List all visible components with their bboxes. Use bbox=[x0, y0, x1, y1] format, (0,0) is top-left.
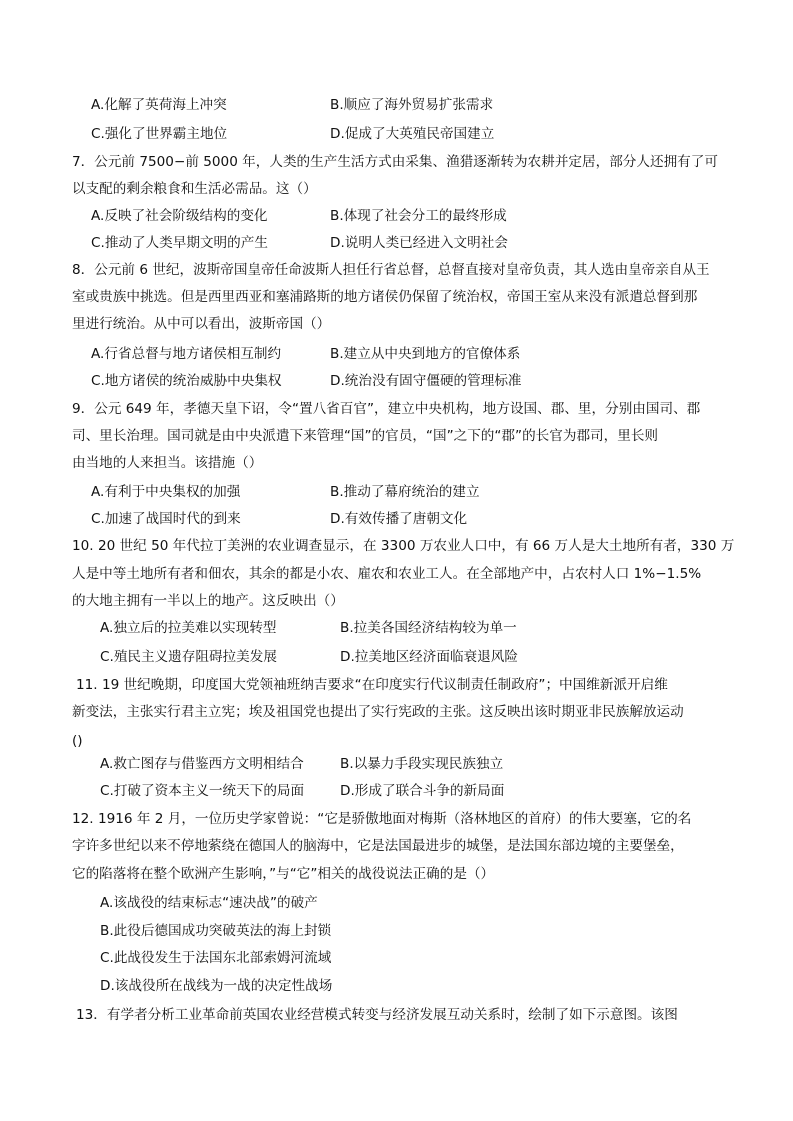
q9-stem-line: 司、里长治理。国司就是由中央派遣下来管理“国”的官员，“国”之下的“郡”的长官为郡司，里长则 bbox=[72, 428, 659, 444]
q9-stem-line: 9．公元 649 年，孝德天皇下诏，令“置八省百官”，建立中央机构，地方设国、郡、里，分别由国司、郡 bbox=[72, 401, 701, 417]
q9-option-b: B.推动了幕府统治的建立 bbox=[330, 484, 480, 500]
q6-option-d: D.促成了大英殖民帝国建立 bbox=[330, 126, 495, 142]
q12-stem-line: 字许多世纪以来不停地萦绕在德国人的脑海中，它是法国最进步的城堡，是法国东部边境的主要堡垒， bbox=[72, 838, 684, 854]
q9-option-c: C.加速了战国时代的到来 bbox=[91, 511, 241, 527]
q13-stem-line: 13．有学者分析工业革命前英国农业经营模式转变与经济发展互动关系时，绘制了如下示意图。该图 bbox=[76, 1007, 678, 1023]
q6-option-b: B.顺应了海外贸易扩张需求 bbox=[330, 97, 494, 113]
q11-stem-line: 11. 19 世纪晚期，印度国大党领袖班纳吉要求“在印度实行代议制责任制政府”；中国维新派开启维 bbox=[76, 677, 668, 693]
q11-option-d: D.形成了联合斗争的新局面 bbox=[340, 783, 505, 799]
q11-option-b: B.以暴力手段实现民族独立 bbox=[340, 756, 504, 772]
q8-stem-line: 8．公元前 6 世纪，波斯帝国皇帝任命波斯人担任行省总督，总督直接对皇帝负责，其人选由皇帝亲自从王 bbox=[72, 262, 710, 278]
q10-option-a: A.独立后的拉美难以实现转型 bbox=[100, 620, 277, 636]
q7-option-d: D.说明人类已经进入文明社会 bbox=[330, 235, 508, 251]
q12-option-a: A.该战役的结束标志“速决战”的破产 bbox=[100, 895, 318, 911]
q7-stem-line: 以支配的剩余粮食和生活必需品。这（） bbox=[72, 181, 317, 197]
q10-stem-line: 的大地主拥有一半以上的地产。这反映出（） bbox=[72, 593, 344, 609]
q10-option-b: B.拉美各国经济结构较为单一 bbox=[340, 620, 517, 636]
q6-option-c: C.强化了世界霸主地位 bbox=[91, 126, 228, 142]
q11-stem-line: 新变法，主张实行君主立宪；埃及祖国党也提出了实行宪政的主张。这反映出该时期亚非民族解放运动 bbox=[72, 704, 684, 720]
q12-stem-line: 12. 1916 年 2 月，一位历史学家曾说：“它是骄傲地面对梅斯（洛林地区的首府）的伟大要塞，它的名 bbox=[72, 811, 692, 827]
q12-option-d: D.该战役所在战线为一战的决定性战场 bbox=[100, 978, 333, 994]
q8-option-d: D.统治没有固守僵硬的管理标准 bbox=[330, 373, 522, 389]
q9-option-a: A.有利于中央集权的加强 bbox=[91, 484, 241, 500]
q9-option-d: D.有效传播了唐朝文化 bbox=[330, 511, 468, 527]
q9-stem-line: 由当地的人来担当。该措施（） bbox=[72, 455, 263, 471]
q10-stem-line: 人是中等土地所有者和佃农，其余的都是小农、雇农和农业工人。在全部地产中，占农村人口 1%−1.5% bbox=[72, 566, 702, 582]
q10-option-c: C.殖民主义遗存阻碍拉美发展 bbox=[100, 649, 277, 665]
q8-stem-line: 室或贵族中挑选。但是西里西亚和塞浦路斯的地方诸侯仍保留了统治权，帝国王室从来没有派遣总督到那 bbox=[72, 289, 698, 305]
q12-option-b: B.此役后德国成功突破英法的海上封锁 bbox=[100, 923, 332, 939]
q10-option-d: D.拉美地区经济面临衰退风险 bbox=[340, 649, 518, 665]
q11-option-c: C.打破了资本主义一统天下的局面 bbox=[100, 783, 305, 799]
q8-stem-line: 里进行统治。从中可以看出，波斯帝国（） bbox=[72, 316, 331, 332]
q7-option-a: A.反映了社会阶级结构的变化 bbox=[91, 208, 268, 224]
q6-option-a: A.化解了英荷海上冲突 bbox=[91, 97, 227, 113]
q7-option-b: B.体现了社会分工的最终形成 bbox=[330, 208, 507, 224]
q8-option-a: A.行省总督与地方诸侯相互制约 bbox=[91, 346, 282, 362]
q12-stem-line: 它的陷落将在整个欧洲产生影响，”与“它”相关的战役说法正确的是（） bbox=[72, 866, 495, 882]
q10-stem-line: 10. 20 世纪 50 年代拉丁美洲的农业调查显示，在 3300 万农业人口中，有 66 万人是大土地所有者，330 万 bbox=[72, 538, 735, 554]
q7-stem-line: 7．公元前 7500−前 5000 年，人类的生产生活方式由采集、渔猎逐渐转为农耕并定居，部分人还拥有了可 bbox=[72, 154, 718, 170]
q11-stem-line: () bbox=[72, 733, 83, 749]
q11-option-a: A.救亡图存与借鉴西方文明相结合 bbox=[100, 756, 304, 772]
q12-option-c: C.此战役发生于法国东北部索姆河流域 bbox=[100, 950, 332, 966]
q7-option-c: C.推动了人类早期文明的产生 bbox=[91, 235, 268, 251]
q8-option-c: C.地方诸侯的统治威胁中央集权 bbox=[91, 373, 282, 389]
q8-option-b: B.建立从中央到地方的官僚体系 bbox=[330, 346, 521, 362]
